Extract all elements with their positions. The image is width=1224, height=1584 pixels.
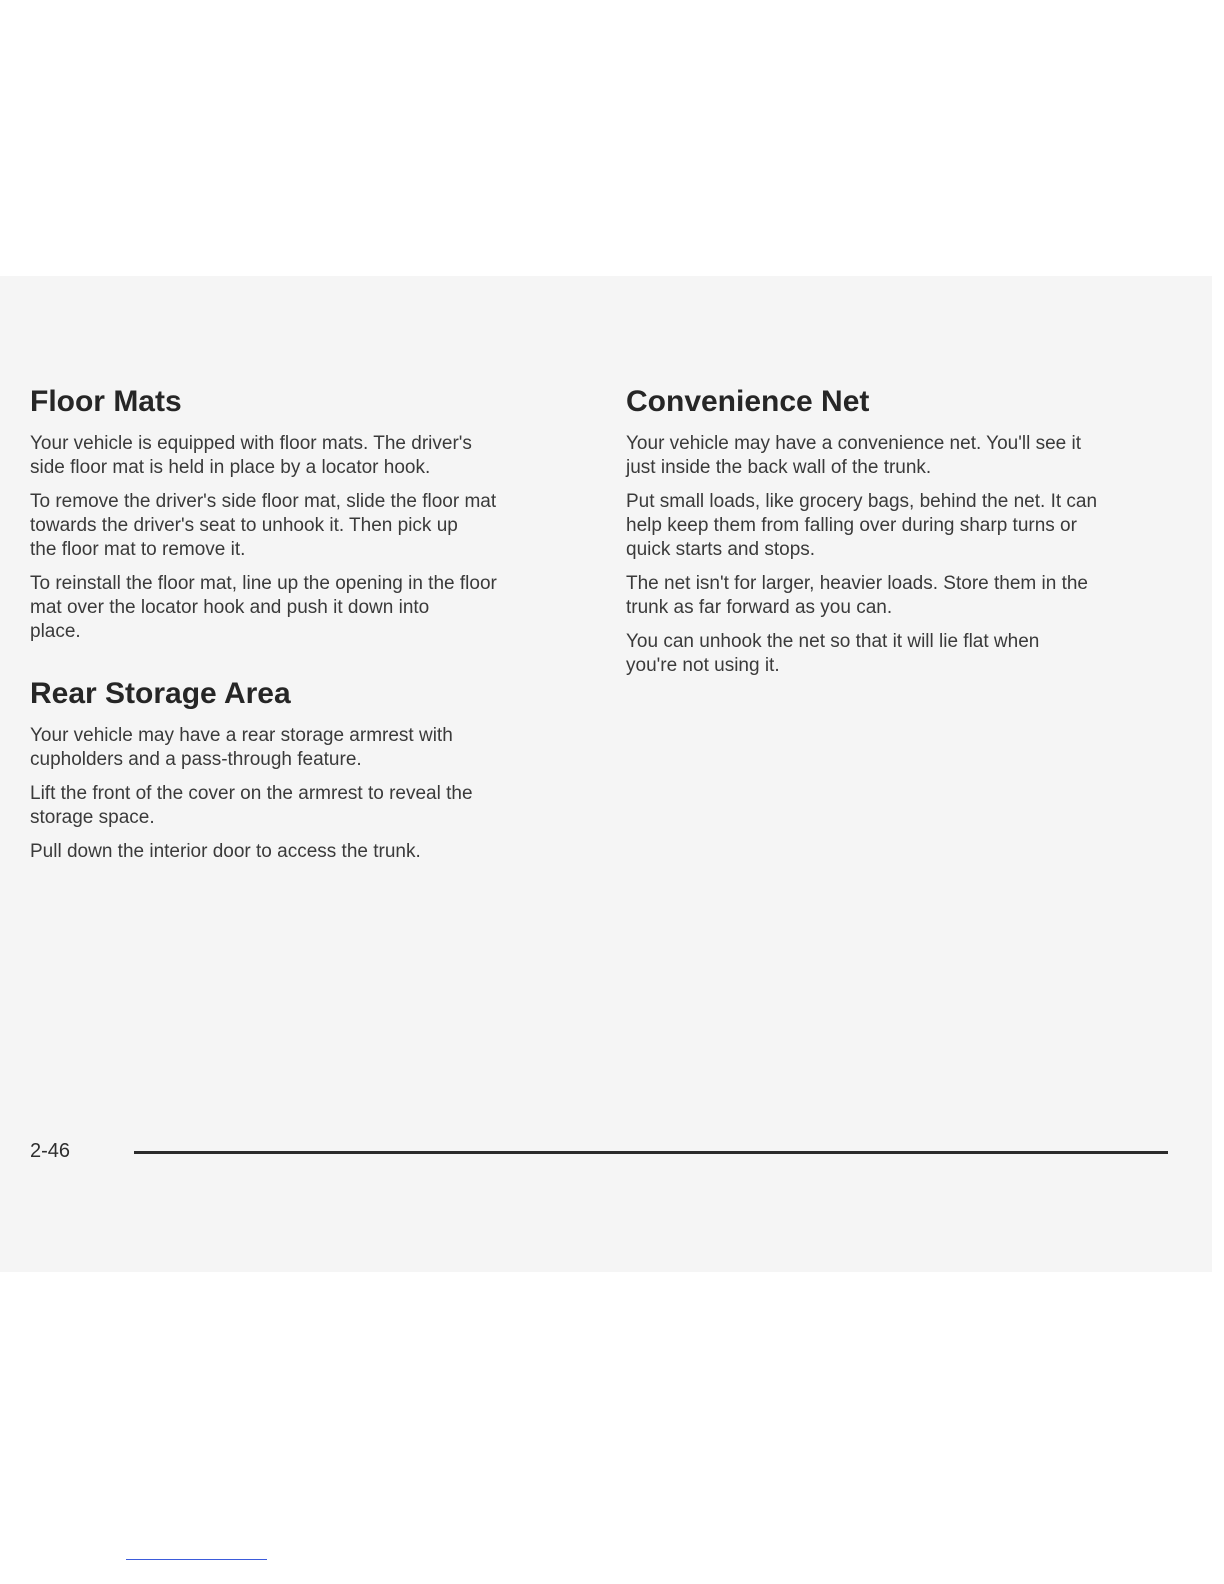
left-column [30, 380, 590, 874]
floor-mats-paragraph-1: Your vehicle is equipped with floor mats. The driver's side floor mat is held in place by a locator hook. [30, 433, 472, 478]
rear-storage-section [30, 672, 590, 864]
convenience-net-paragraph-2: Put small loads, like grocery bags, behind the net. It can help keep them from falling over during sharp turns or quick starts and stops. [626, 491, 1098, 560]
floor-mats-section [30, 380, 590, 644]
floor-mats-paragraph-3: To reinstall the floor mat, line up the opening in the floor mat over the locator hook and push it down into place. [30, 573, 497, 642]
rear-storage-heading: Rear Storage Area [30, 677, 291, 710]
right-column [626, 380, 1186, 688]
footer-rule [134, 1151, 1168, 1154]
convenience-net-heading: Convenience Net [626, 385, 870, 418]
bottom-underline [126, 1559, 267, 1560]
convenience-net-paragraph-3: The net isn't for larger, heavier loads. Store them in the trunk as far forward as you can. [626, 573, 1088, 618]
rear-storage-paragraph-3: Pull down the interior door to access the trunk. [30, 841, 421, 862]
convenience-net-paragraph-1: Your vehicle may have a convenience net. You'll see it just inside the back wall of the trunk. [626, 433, 1082, 478]
convenience-net-section [626, 380, 1186, 678]
floor-mats-paragraph-2: To remove the driver's side floor mat, slide the floor mat towards the driver's seat to unhook it. Then pick up the floor mat to remove it. [30, 491, 497, 560]
floor-mats-heading: Floor Mats [30, 385, 182, 418]
rear-storage-paragraph-1: Your vehicle may have a rear storage armrest with cupholders and a pass-through feature. [30, 725, 453, 770]
rear-storage-paragraph-2: Lift the front of the cover on the armrest to reveal the storage space. [30, 783, 473, 828]
convenience-net-paragraph-4: You can unhook the net so that it will lie flat when you're not using it. [626, 631, 1040, 676]
page-number: 2-46 [30, 1140, 71, 1162]
